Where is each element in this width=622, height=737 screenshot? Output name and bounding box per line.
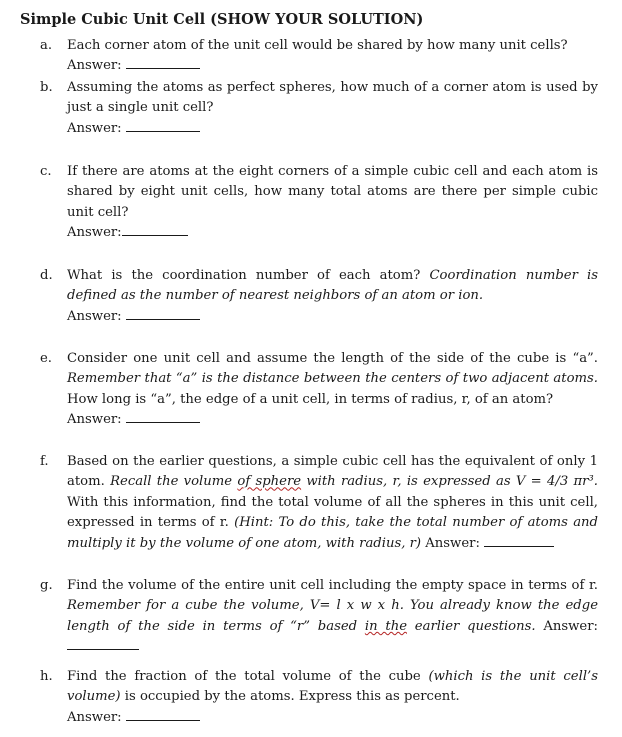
question-letter: a. bbox=[40, 38, 53, 53]
question-d bbox=[40, 266, 598, 327]
question-letter: e. bbox=[40, 351, 52, 366]
answer-line[interactable] bbox=[67, 223, 598, 243]
answer-line[interactable] bbox=[67, 708, 598, 728]
question-letter: h. bbox=[40, 669, 53, 684]
answer-label: Answer: bbox=[67, 308, 122, 324]
answer-line[interactable] bbox=[67, 410, 598, 430]
question-text: Find the volume of the entire unit cell including the empty space in terms of r. Remember for a cube the volume, V= l x w x h. You already know the edge length of the side in terms of “r” based in the earlier questions. Answer: bbox=[67, 576, 598, 658]
answer-blank[interactable] bbox=[126, 56, 200, 69]
answer-label: Answer: bbox=[67, 412, 122, 428]
answer-blank[interactable] bbox=[484, 534, 554, 547]
answer-label: Answer: bbox=[67, 58, 122, 74]
reminder-note: Remember that “a” is the distance between the centers of two adjacent atoms. bbox=[67, 371, 598, 387]
answer-blank[interactable] bbox=[126, 307, 200, 320]
question-text: If there are atoms at the eight corners of a simple cubic cell and each atom is shared by eight unit cells, how many total atoms are there per simple cubic unit cell? bbox=[67, 164, 598, 220]
question-e bbox=[40, 349, 598, 431]
page-title: Simple Cubic Unit Cell (SHOW YOUR SOLUTION) bbox=[20, 11, 424, 28]
question-f bbox=[40, 452, 598, 554]
question-text: Based on the earlier questions, a simple cubic cell has the equivalent of only 1 atom. Recall the volume of sphere with radius, r, is expressed as V = 4/3 πr³. With this information, find the total volume of all the spheres in this unit cell, expressed in terms of r. (Hint: To do this, take the total number of atoms and multiply it by the volume of one atom, with radius, r) Answer: bbox=[67, 454, 598, 551]
answer-blank[interactable] bbox=[126, 708, 200, 721]
answer-label: Answer: bbox=[67, 120, 122, 136]
answer-label: Answer: bbox=[425, 535, 480, 551]
answer-blank[interactable] bbox=[126, 119, 200, 132]
question-h bbox=[40, 667, 598, 728]
question-text: Each corner atom of the unit cell would be shared by how many unit cells? bbox=[67, 38, 568, 53]
answer-blank[interactable] bbox=[67, 637, 139, 650]
hint-note: (Hint: To do this, take the total number of atoms and multiply it by the volume of one atom, with radius, r) bbox=[67, 515, 598, 551]
clarification-note: (which is the unit cell’s volume) bbox=[67, 669, 598, 705]
question-letter: b. bbox=[40, 80, 53, 95]
question-text: Find the fraction of the total volume of the cube (which is the unit cell’s volume) is occupied by the atoms. Express this as percent. bbox=[67, 669, 598, 705]
question-letter: d. bbox=[40, 268, 53, 283]
answer-blank[interactable] bbox=[126, 410, 200, 423]
answer-label: Answer: bbox=[67, 225, 122, 241]
question-a bbox=[40, 36, 598, 77]
question-text: Consider one unit cell and assume the length of the side of the cube is “a”. Remember that “a” is the distance between the centers of two adjacent atoms. How long is “a”, the edge of a unit cell, in terms of radius, r, of an atom? bbox=[67, 351, 598, 407]
question-letter: c. bbox=[40, 164, 52, 179]
question-letter: g. bbox=[40, 578, 53, 593]
answer-line[interactable] bbox=[67, 307, 598, 327]
answer-label: Answer: bbox=[543, 618, 598, 634]
question-letter: f. bbox=[40, 454, 49, 469]
reminder-note: Remember for a cube the volume, V= l x w x h. You already know the edge length of the side in terms of “r” based bbox=[67, 598, 598, 634]
question-text: What is the coordination number of each atom? Coordination number is defined as the number of nearest neighbors of an atom or ion. bbox=[67, 268, 598, 304]
question-g bbox=[40, 576, 598, 658]
answer-line[interactable] bbox=[67, 56, 598, 76]
answer-label: Answer: bbox=[67, 709, 122, 725]
question-b bbox=[40, 78, 598, 139]
question-text: Assuming the atoms as perfect spheres, how much of a corner atom is used by just a single unit cell? bbox=[67, 80, 598, 116]
definition-note: Coordination number is defined as the number of nearest neighbors of an atom or ion. bbox=[67, 268, 598, 304]
question-c bbox=[40, 162, 598, 244]
answer-blank[interactable] bbox=[122, 223, 188, 236]
answer-line[interactable] bbox=[67, 119, 598, 139]
